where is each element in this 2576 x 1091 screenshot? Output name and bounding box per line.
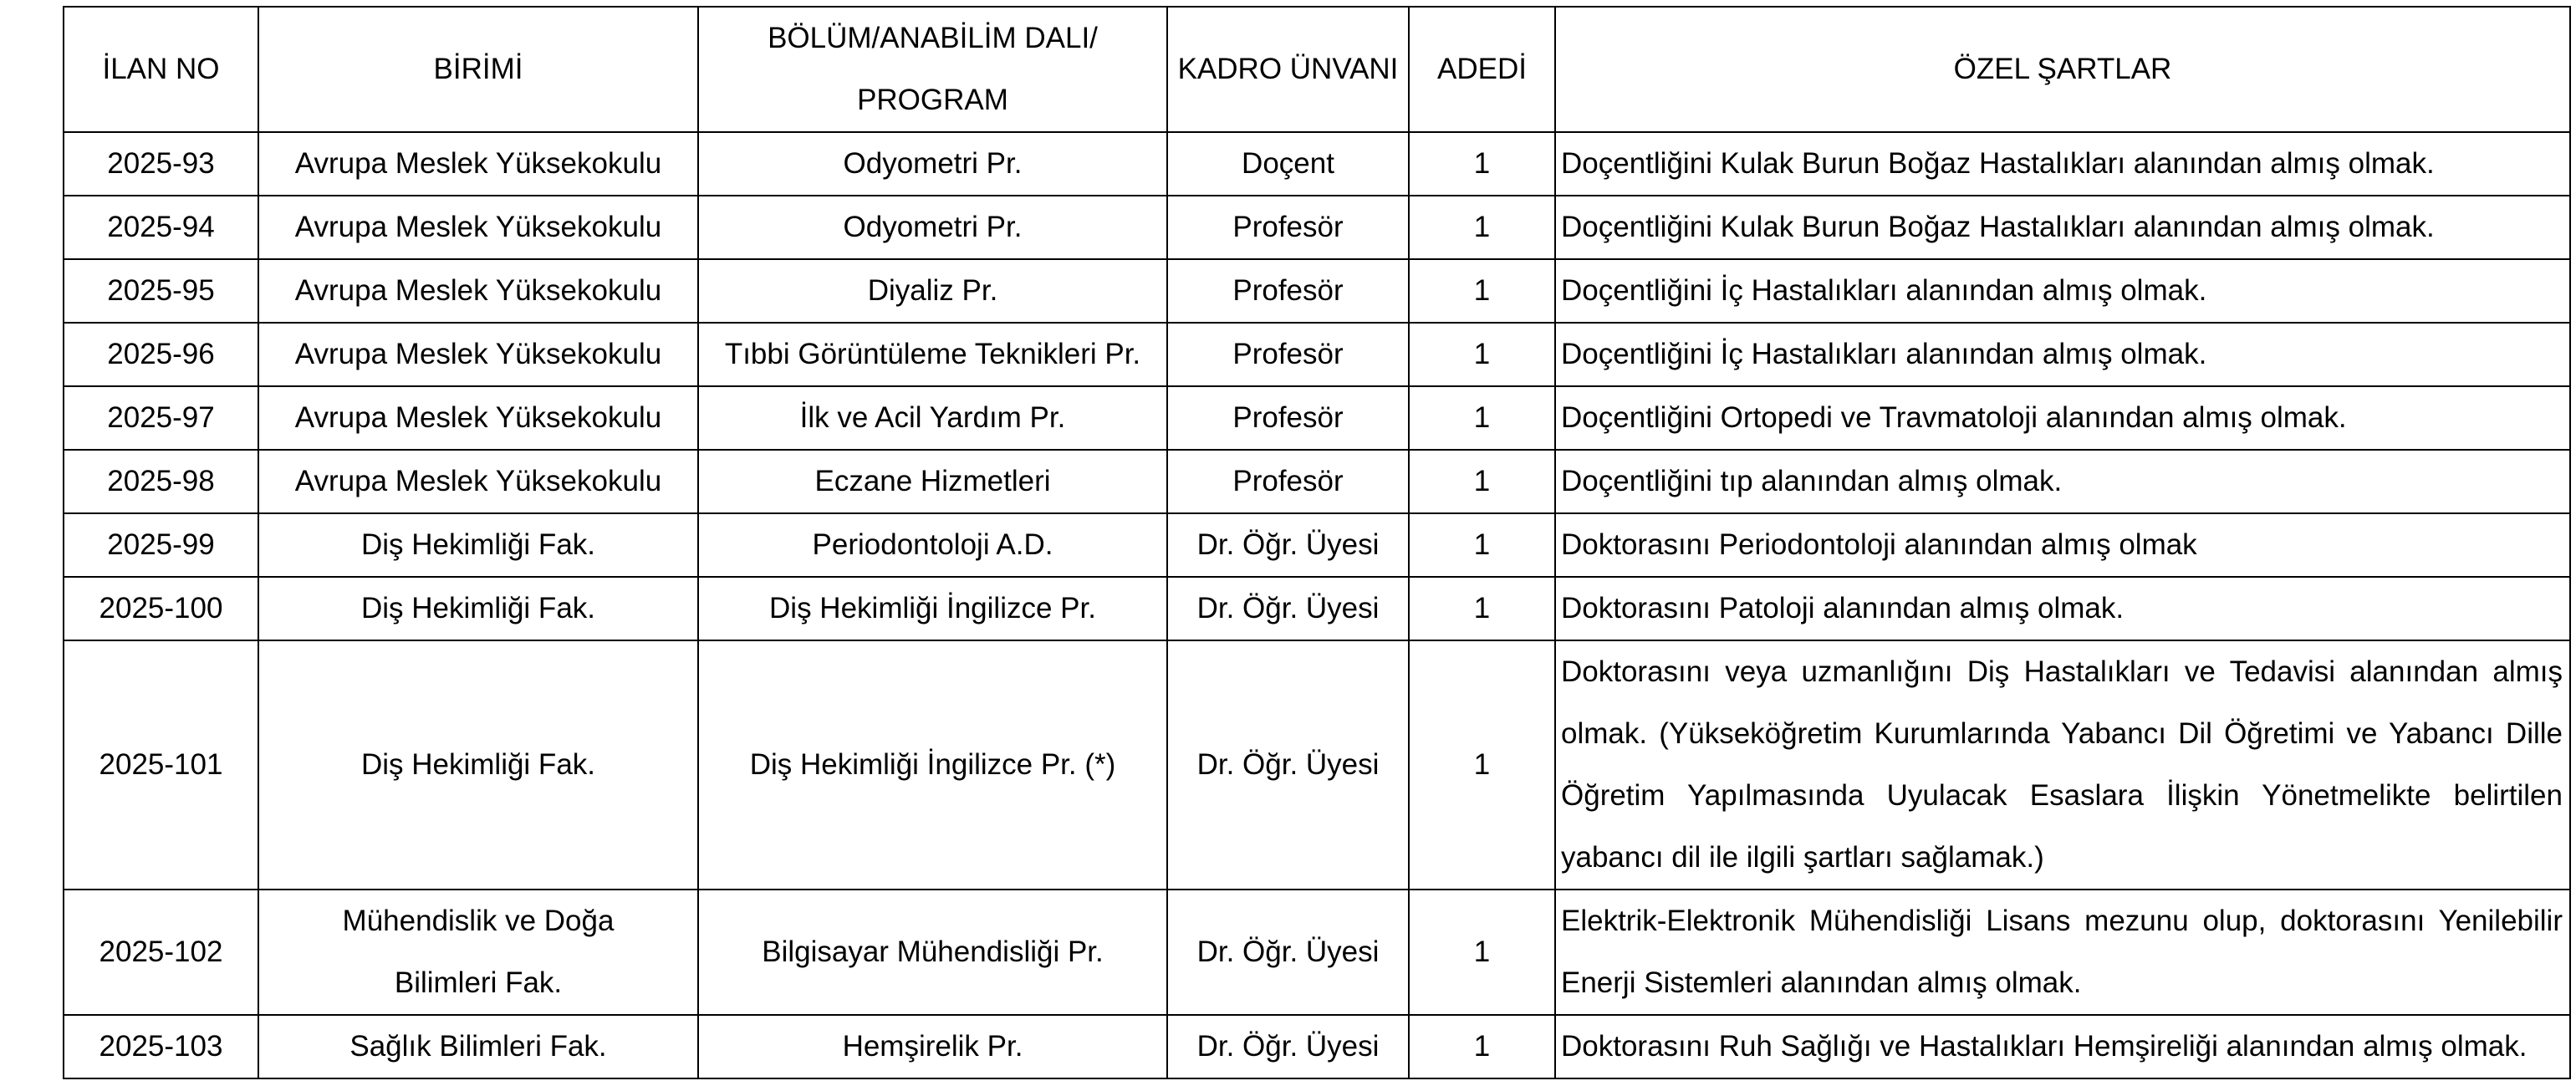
header-row	[64, 7, 2570, 132]
position-announcements-table	[63, 6, 2571, 1079]
cell-kadro: Profesör	[1167, 386, 1409, 450]
header-birimi: BİRİMİ	[258, 7, 698, 132]
cell-ozel-sartlar: Doktorasını veya uzmanlığını Diş Hastalıkları ve Tedavisi alanından almış olmak. (Yükseköğretim Kurumlarında Yabancı Dil Öğretimi ve Yabancı Dille Öğretim Yapılmasında Uyulacak Esaslara İlişkin Yönetmelikte belirtilen yabancı dil ile ilgili şartları sağlamak.)	[1555, 640, 2570, 890]
cell-kadro: Dr. Öğr. Üyesi	[1167, 890, 1409, 1015]
cell-ilan-no: 2025-94	[64, 196, 258, 259]
cell-adedi: 1	[1409, 577, 1555, 640]
header-bolum: BÖLÜM/ANABİLİM DALI/ PROGRAM	[698, 7, 1167, 132]
cell-adedi: 1	[1409, 890, 1555, 1015]
cell-ozel-sartlar: Doçentliğini İç Hastalıkları alanından almış olmak.	[1555, 259, 2570, 323]
cell-adedi: 1	[1409, 259, 1555, 323]
cell-ilan-no: 2025-97	[64, 386, 258, 450]
cell-adedi: 1	[1409, 1015, 1555, 1078]
cell-birimi: Mühendislik ve Doğa Bilimleri Fak.	[258, 890, 698, 1015]
cell-birimi: Diş Hekimliği Fak.	[258, 577, 698, 640]
table-row	[64, 450, 2570, 513]
cell-bolum: Odyometri Pr.	[698, 132, 1167, 196]
cell-kadro: Profesör	[1167, 196, 1409, 259]
table-row	[64, 577, 2570, 640]
table-row	[64, 640, 2570, 890]
cell-adedi: 1	[1409, 386, 1555, 450]
cell-bolum: İlk ve Acil Yardım Pr.	[698, 386, 1167, 450]
table-row	[64, 259, 2570, 323]
cell-bolum: Tıbbi Görüntüleme Teknikleri Pr.	[698, 323, 1167, 386]
cell-adedi: 1	[1409, 132, 1555, 196]
cell-ozel-sartlar: Doktorasını Periodontoloji alanından almış olmak	[1555, 513, 2570, 577]
cell-bolum: Hemşirelik Pr.	[698, 1015, 1167, 1078]
header-kadro: KADRO ÜNVANI	[1167, 7, 1409, 132]
cell-ilan-no: 2025-101	[64, 640, 258, 890]
cell-bolum: Periodontoloji A.D.	[698, 513, 1167, 577]
cell-ozel-sartlar: Elektrik-Elektronik Mühendisliği Lisans mezunu olup, doktorasını Yenilebilir Enerji Sistemleri alanından almış olmak.	[1555, 890, 2570, 1015]
cell-kadro: Dr. Öğr. Üyesi	[1167, 577, 1409, 640]
header-ozel-sartlar: ÖZEL ŞARTLAR	[1555, 7, 2570, 132]
cell-adedi: 1	[1409, 513, 1555, 577]
table-row	[64, 890, 2570, 1015]
cell-kadro: Dr. Öğr. Üyesi	[1167, 640, 1409, 890]
cell-birimi: Avrupa Meslek Yüksekokulu	[258, 196, 698, 259]
cell-ozel-sartlar: Doçentliğini İç Hastalıkları alanından almış olmak.	[1555, 323, 2570, 386]
cell-birimi: Avrupa Meslek Yüksekokulu	[258, 323, 698, 386]
cell-ilan-no: 2025-99	[64, 513, 258, 577]
cell-ozel-sartlar: Doktorasını Patoloji alanından almış olmak.	[1555, 577, 2570, 640]
table-row	[64, 1015, 2570, 1078]
cell-ilan-no: 2025-102	[64, 890, 258, 1015]
cell-ozel-sartlar: Doçentliğini Kulak Burun Boğaz Hastalıkları alanından almış olmak.	[1555, 132, 2570, 196]
table-row	[64, 513, 2570, 577]
cell-birimi: Diş Hekimliği Fak.	[258, 640, 698, 890]
cell-kadro: Profesör	[1167, 323, 1409, 386]
cell-birimi: Avrupa Meslek Yüksekokulu	[258, 132, 698, 196]
header-ilan-no: İLAN NO	[64, 7, 258, 132]
cell-kadro: Doçent	[1167, 132, 1409, 196]
cell-adedi: 1	[1409, 640, 1555, 890]
cell-bolum: Diş Hekimliği İngilizce Pr.	[698, 577, 1167, 640]
cell-birimi: Avrupa Meslek Yüksekokulu	[258, 450, 698, 513]
cell-kadro: Profesör	[1167, 259, 1409, 323]
cell-ozel-sartlar: Doçentliğini Ortopedi ve Travmatoloji alanından almış olmak.	[1555, 386, 2570, 450]
cell-ilan-no: 2025-95	[64, 259, 258, 323]
cell-ilan-no: 2025-98	[64, 450, 258, 513]
cell-bolum: Diyaliz Pr.	[698, 259, 1167, 323]
table-row	[64, 196, 2570, 259]
cell-ilan-no: 2025-93	[64, 132, 258, 196]
cell-birimi: Avrupa Meslek Yüksekokulu	[258, 386, 698, 450]
table-row	[64, 132, 2570, 196]
cell-ozel-sartlar: Doçentliğini tıp alanından almış olmak.	[1555, 450, 2570, 513]
cell-adedi: 1	[1409, 196, 1555, 259]
header-adedi: ADEDİ	[1409, 7, 1555, 132]
cell-ilan-no: 2025-100	[64, 577, 258, 640]
cell-birimi: Avrupa Meslek Yüksekokulu	[258, 259, 698, 323]
cell-ilan-no: 2025-103	[64, 1015, 258, 1078]
cell-bolum: Odyometri Pr.	[698, 196, 1167, 259]
cell-bolum: Bilgisayar Mühendisliği Pr.	[698, 890, 1167, 1015]
cell-birimi: Diş Hekimliği Fak.	[258, 513, 698, 577]
cell-kadro: Dr. Öğr. Üyesi	[1167, 1015, 1409, 1078]
cell-ozel-sartlar: Doçentliğini Kulak Burun Boğaz Hastalıkları alanından almış olmak.	[1555, 196, 2570, 259]
cell-kadro: Dr. Öğr. Üyesi	[1167, 513, 1409, 577]
cell-bolum: Eczane Hizmetleri	[698, 450, 1167, 513]
cell-kadro: Profesör	[1167, 450, 1409, 513]
table-row	[64, 386, 2570, 450]
cell-birimi: Sağlık Bilimleri Fak.	[258, 1015, 698, 1078]
table-row	[64, 323, 2570, 386]
cell-ozel-sartlar: Doktorasını Ruh Sağlığı ve Hastalıkları Hemşireliği alanından almış olmak.	[1555, 1015, 2570, 1078]
cell-adedi: 1	[1409, 323, 1555, 386]
cell-ilan-no: 2025-96	[64, 323, 258, 386]
cell-bolum: Diş Hekimliği İngilizce Pr. (*)	[698, 640, 1167, 890]
cell-adedi: 1	[1409, 450, 1555, 513]
